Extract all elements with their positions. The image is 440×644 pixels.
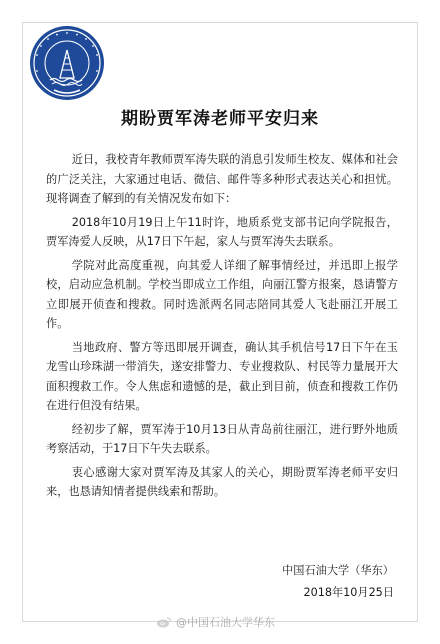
- signature-organization: 中国石油大学（华东）: [282, 564, 394, 577]
- seal-graphic: [30, 26, 104, 100]
- paragraph-trip: 经初步了解，贾军涛于10月13日从青岛前往丽江，进行野外地质考察活动，于17日下午失去联系。: [46, 422, 398, 455]
- university-seal-logo: [30, 26, 104, 100]
- paragraph-report: 2018年10月19日上午11时许，地质系党支部书记向学院报告，贾军涛爱人反映，从17日下午起，家人与贾军涛失去联系。: [46, 215, 398, 248]
- announcement-body: [46, 150, 398, 506]
- paragraph-school-response: 学院对此高度重视，向其爱人详细了解事情经过，并迅即上报学校，启动应急机制。学校当即成立工作组，向丽江警方报案，恳请警方立即展开侦查和搜救。同时选派两名同志陪同其爱人飞赴丽江开展工作。: [46, 258, 398, 330]
- watermark-text: @中国石油大学华东: [176, 616, 275, 629]
- paragraph-thanks: 衷心感谢大家对贾军涛及其家人的关心，期盼贾军涛老师平安归来，也恳请知情者提供线索和帮助。: [46, 465, 398, 498]
- paragraph-search: 当地政府、警方等迅即展开调查，确认其手机信号17日下午在玉龙雪山珍珠湖一带消失，遂安排警力、专业搜救队、村民等力量展开大面积搜救工作。令人焦虑和遗憾的是，截止到目前，侦查和搜救工作仍在进行但没有结果。: [46, 340, 398, 412]
- signature-date: 2018年10月25日: [303, 586, 394, 599]
- weibo-icon: [156, 616, 172, 628]
- paragraph-intro: 近日，我校青年教师贾军涛失联的消息引发师生校友、媒体和社会的广泛关注，大家通过电话、微信、邮件等多种形式表达关心和担忧。现将调查了解到的有关情况发布如下：: [46, 153, 398, 205]
- page-title: 期盼贾军涛老师平安归来: [121, 109, 319, 129]
- weibo-watermark: [156, 614, 275, 630]
